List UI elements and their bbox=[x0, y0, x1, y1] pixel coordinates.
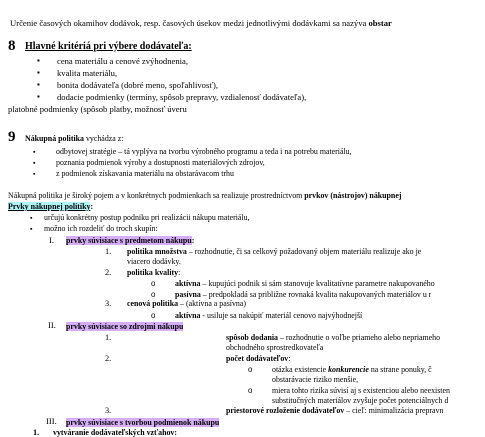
cenova-politika bbox=[127, 299, 246, 309]
bullet-icon: ▪ bbox=[30, 225, 33, 233]
section-9-item: z podmienok získavania materiálu na obstarávacom trhu bbox=[56, 169, 234, 178]
circle-bullet-icon: o bbox=[248, 386, 253, 395]
group-1-label bbox=[66, 236, 194, 246]
group-1-roman: I. bbox=[49, 235, 55, 245]
group-2-number: 1. bbox=[105, 333, 112, 342]
section-8-item: bonita dodávateľa (dobré meno, spoľahlivosť), bbox=[57, 80, 219, 90]
politika-kvality-bold: politika kvality bbox=[127, 268, 179, 277]
section-8-tail: platobné podmienky (spôsob platby, možnosť úveru bbox=[8, 104, 187, 114]
cenova-rest: – (aktívna a pasívna) bbox=[178, 299, 246, 308]
group-3-label bbox=[66, 418, 219, 428]
politika-mnozstva-rest: – rozhodnutie, či sa celkový požadovaný objem materiálu realizuje ako je bbox=[186, 247, 422, 256]
group-2-label-text: prvky súvisiace so zdrojmi nákupu bbox=[66, 322, 184, 331]
priestorove-rozlozenie bbox=[226, 406, 443, 416]
circle-bullet-icon: o bbox=[151, 290, 156, 299]
pasivna-bold: pasívna bbox=[175, 290, 201, 299]
nakup-line-1-text: Nákupná politika je široký pojem a v konkrétnych podmienkach sa realizuje prostredníctvom bbox=[8, 191, 305, 200]
intro-bold-tail: obstar bbox=[368, 18, 392, 28]
politika-mnozstva-cont: viacero dodávky. bbox=[127, 257, 181, 266]
bullet-icon: ▪ bbox=[37, 80, 40, 89]
section-8-number: 8 bbox=[8, 38, 16, 54]
group-1-label-tail: : bbox=[191, 236, 195, 245]
aktivna-item bbox=[175, 279, 435, 289]
vytvaranie-vztahov: vytváranie dodávateľských vzťahov: bbox=[53, 428, 177, 437]
group-1-label-text: prvky súvisiace s predmetom nákupu bbox=[66, 236, 192, 245]
bullet-icon: ▪ bbox=[33, 170, 36, 178]
pocet-bold: počet dodávateľov bbox=[226, 354, 289, 363]
section-9-item: poznania podmienok výroby a dostupnosti materiálových zdrojov, bbox=[56, 158, 265, 167]
bullet-icon: ▪ bbox=[33, 159, 36, 167]
nakup-item: možno ich rozdeliť do troch skupín: bbox=[44, 224, 158, 233]
politika-kvality-rest: : bbox=[178, 268, 181, 277]
circle-bullet-icon: o bbox=[151, 279, 156, 288]
politika-mnozstva-bold: politika množstva bbox=[127, 247, 187, 256]
intro-line bbox=[10, 18, 392, 28]
section-8-item: kvalita materiálu, bbox=[57, 68, 118, 78]
otazka-italic: konkurencie bbox=[328, 365, 369, 374]
section-8-item: dodacie podmienky (termíny, spôsob prepravy, vzdialenosť dodávateľa), bbox=[57, 92, 307, 102]
otazka-cont: obstarávacie riziko menšie, bbox=[272, 375, 359, 384]
pasivna-rest: – predpokladá sa približne rovnaká kvalita nakupovaných materiálov u r bbox=[200, 290, 432, 299]
group-1-number: 2. bbox=[105, 268, 112, 277]
nakup-heading bbox=[8, 202, 93, 212]
bullet-icon: ▪ bbox=[37, 56, 40, 65]
sposob-cont: obchodného sprostredkovateľa bbox=[226, 343, 324, 352]
aktivna-2-item bbox=[175, 311, 362, 321]
sposob-rest: – rozhodnutie o voľbe priameho alebo nepriameho bbox=[277, 333, 441, 342]
bullet-icon: ▪ bbox=[37, 92, 40, 101]
nakup-item: určujú konkrétny postup podniku pri realizácii nákupu materiálu, bbox=[44, 213, 250, 222]
section-9-number: 9 bbox=[8, 129, 16, 145]
priestorove-rest: – cieľ: minimalizácia prepravn bbox=[344, 406, 444, 415]
politika-kvality bbox=[127, 268, 180, 278]
miera-cont: substitučných materiálov zvyšuje počet potenciálnych d bbox=[272, 396, 449, 405]
sposob-bold: spôsob dodania bbox=[226, 333, 278, 342]
aktivna-2-bold: aktívna bbox=[175, 311, 201, 320]
group-3-number: 1. bbox=[33, 428, 40, 437]
group-3-label-text: prvky súvisiace s tvorbou podmienok nákupu bbox=[66, 418, 220, 427]
pocet-dodavatelov bbox=[226, 354, 290, 364]
nakup-heading-text: Prvky nákupnej politiky bbox=[8, 202, 91, 211]
aktivna-rest: – kupujúci podnik si sám stanovuje kvalitatívne parametre nakupovaného bbox=[200, 279, 435, 288]
bullet-icon: ▪ bbox=[30, 214, 33, 222]
sposob-dodania bbox=[226, 333, 440, 343]
nakup-line-1 bbox=[8, 191, 401, 201]
otazka-text-a: otázka existencie bbox=[272, 365, 329, 374]
cenova-bold: cenová politika bbox=[127, 299, 179, 308]
nakup-line-1-bold: prvkov (nástrojov) nákupnej bbox=[304, 191, 402, 200]
nakup-heading-colon: : bbox=[90, 202, 94, 211]
priestorove-bold: priestorové rozloženie dodávateľov bbox=[226, 406, 345, 415]
section-9-title bbox=[25, 134, 123, 144]
miera-item: miera tohto rizika súvisí aj s existenciou alebo neexisten bbox=[272, 386, 450, 395]
aktivna-bold: aktívna bbox=[175, 279, 201, 288]
group-1-number: 1. bbox=[105, 247, 112, 256]
politika-mnozstva bbox=[127, 247, 421, 257]
group-3-roman: III. bbox=[46, 416, 57, 426]
circle-bullet-icon: o bbox=[248, 365, 253, 374]
section-9-title-bold: Nákupná politika bbox=[25, 134, 84, 143]
bullet-icon: ▪ bbox=[37, 68, 40, 77]
group-2-label bbox=[66, 322, 183, 332]
pocet-rest: : bbox=[288, 354, 291, 363]
group-2-number: 3. bbox=[105, 406, 112, 415]
section-9-title-rest: vychádza z: bbox=[84, 134, 124, 143]
section-8-title: Hlavné kritériá pri výbere dodávateľa: bbox=[25, 41, 192, 52]
otazka-text-b: na strane ponuky, č bbox=[368, 365, 432, 374]
section-9-item: odbytovej stratégie – tá vyplýva na tvorbu výrobného programu a teda i na potrebu materiálu, bbox=[56, 147, 352, 156]
group-2-number: 2. bbox=[105, 354, 112, 363]
intro-text: Určenie časových okamihov dodávok, resp. časových úsekov medzi jednotlivými dodávkami sa nazýva bbox=[10, 18, 369, 28]
aktivna-2-rest: - usiluje sa nakúpiť materiál cenovo najvýhodnejší bbox=[200, 311, 363, 320]
bullet-icon: ▪ bbox=[33, 148, 36, 156]
section-8-item: cena materiálu a cenové zvýhodnenia, bbox=[57, 56, 188, 66]
group-1-number: 3. bbox=[105, 299, 112, 308]
group-2-roman: II. bbox=[48, 320, 56, 330]
circle-bullet-icon: o bbox=[151, 311, 156, 320]
otazka-item bbox=[272, 365, 432, 375]
